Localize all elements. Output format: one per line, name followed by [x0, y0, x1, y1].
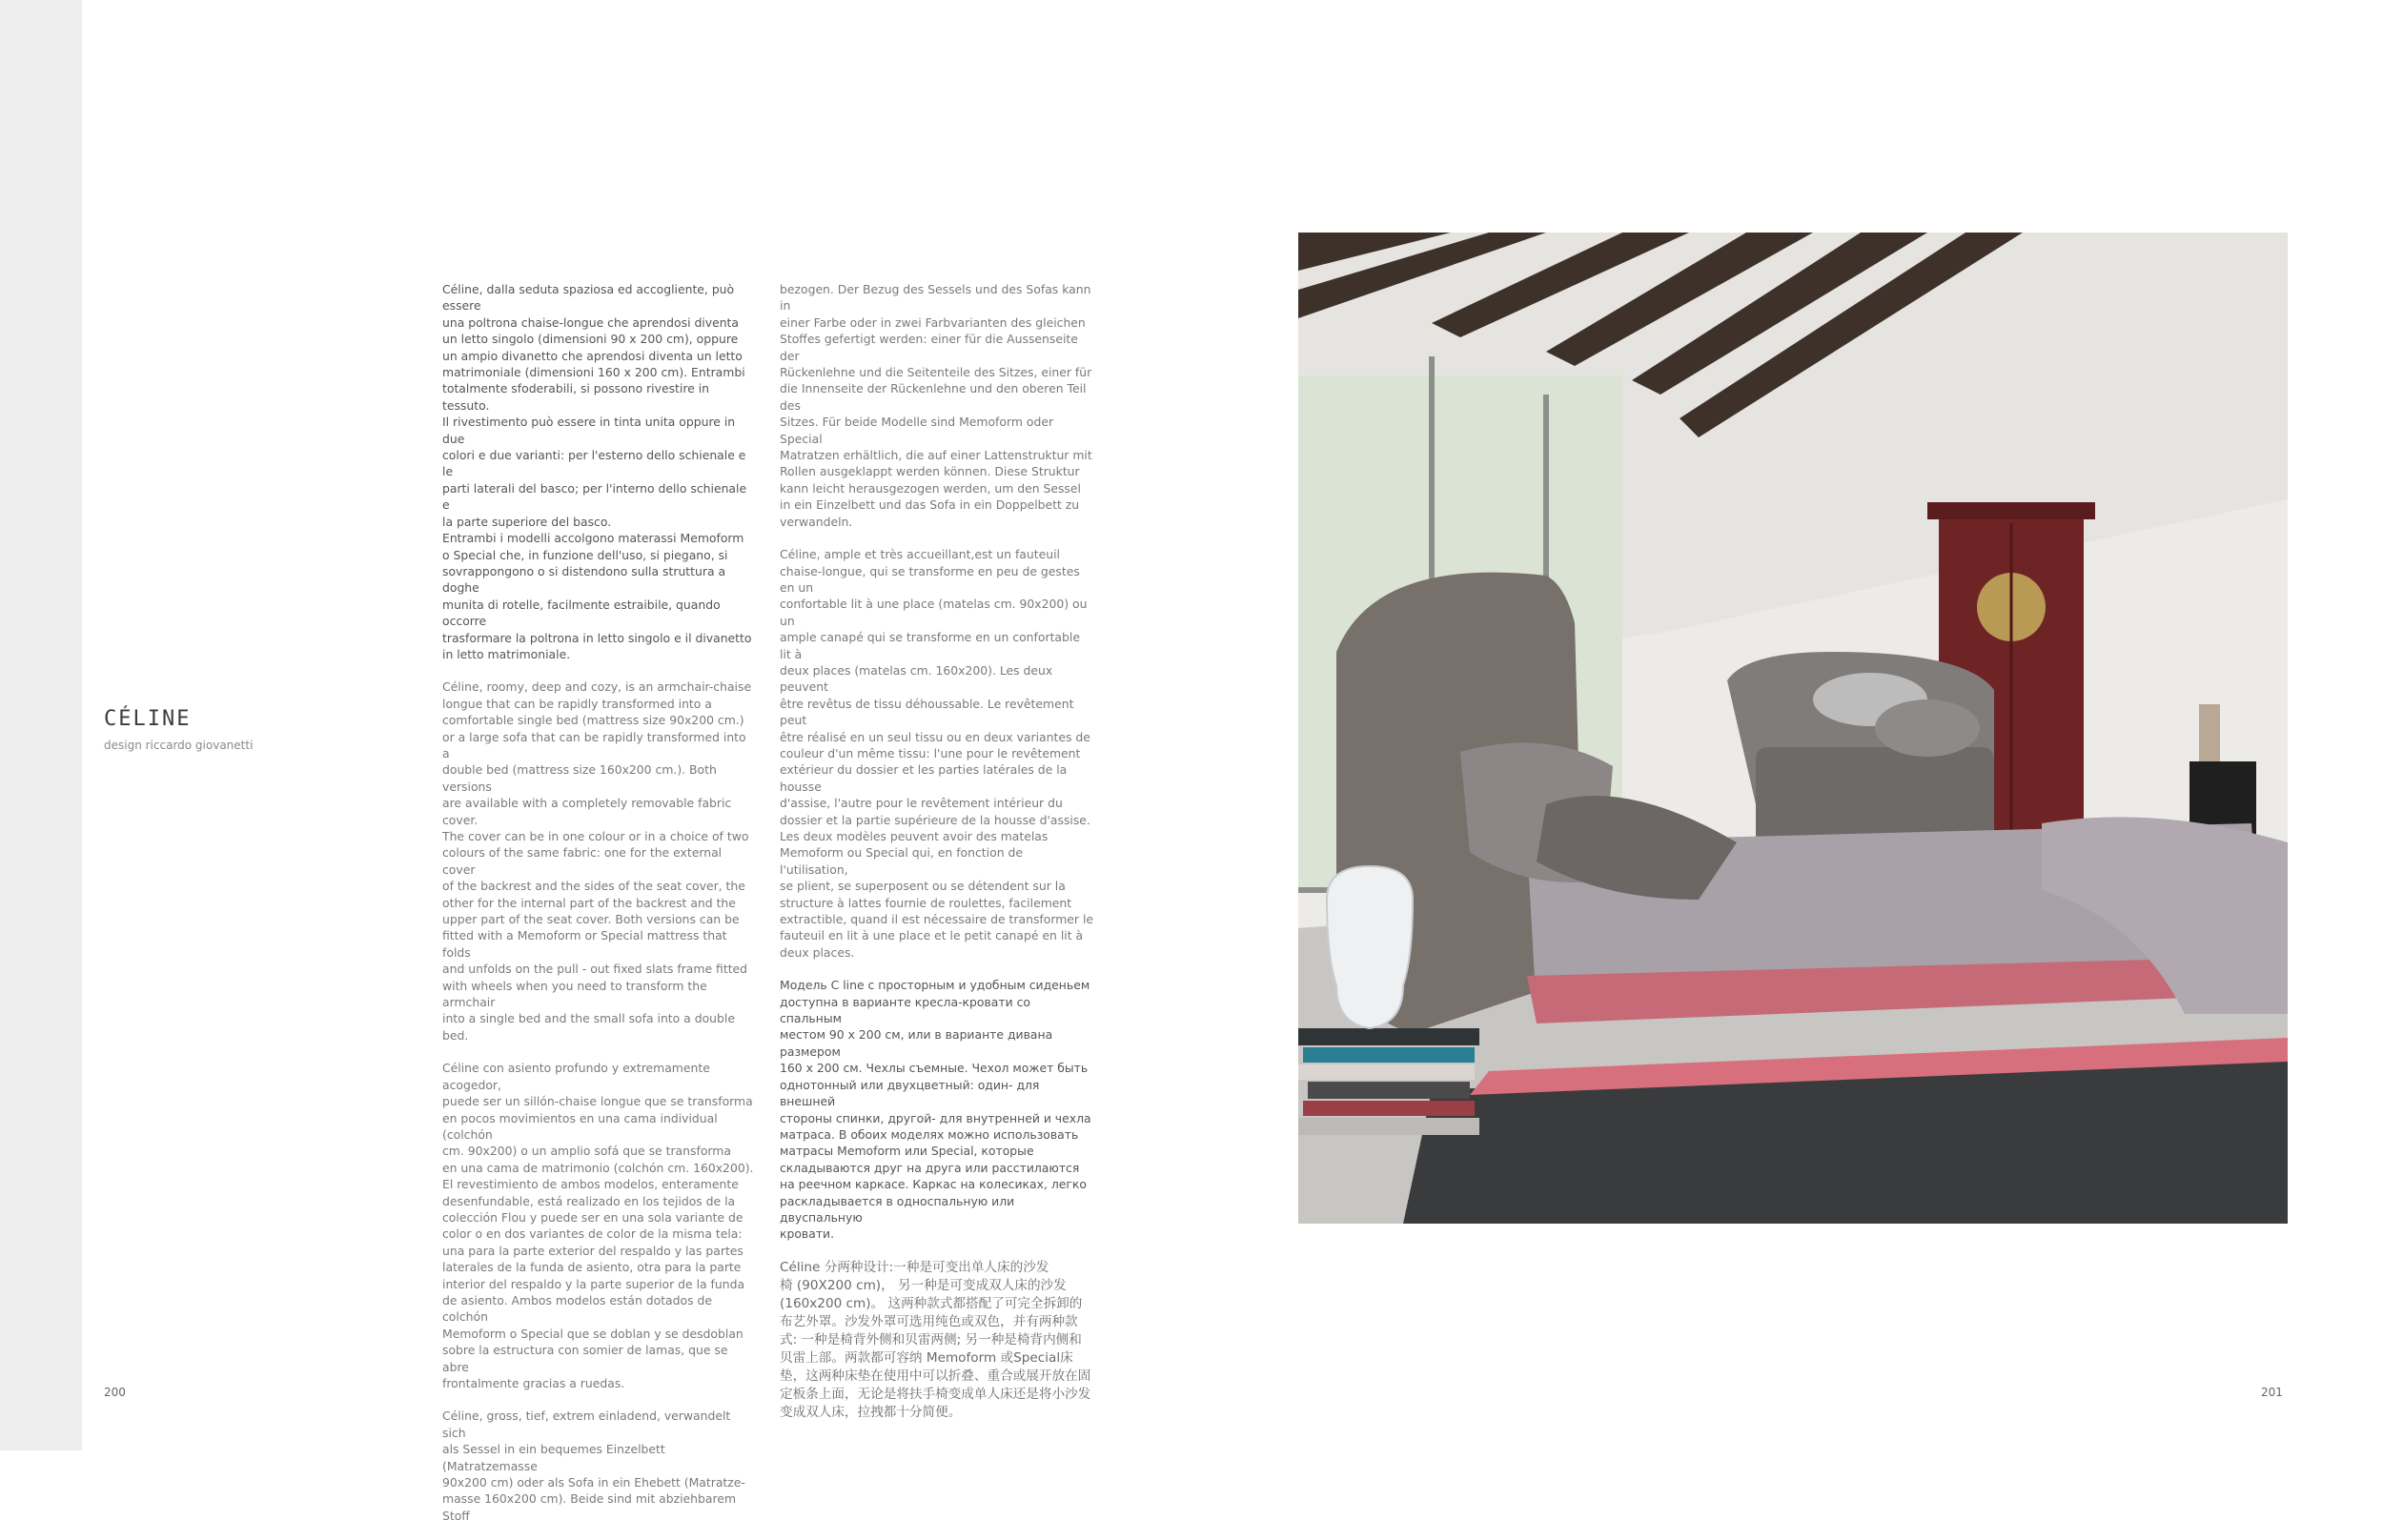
paragraph-italian: Céline, dalla seduta spaziosa ed accogliente, può essere una poltrona chaise-longue che aprendosi diventa un letto singolo (dimensioni 90 x 200 cm), oppure un ampio divanetto che aprendosi diventa un letto matrimoniale (dimensioni 160 x 200 cm). Entrambi totalmente sfoderabili, si possono rivestire in tessuto. Il rivestimento può essere in tinta unita oppure in due colori e due varianti: per l'esterno dello schienale e le parti laterali del basco; per l'interno dello schienale e la parte superiore del basco. Entrambi i modelli accolgono materassi Memoform o Special che, in funzione dell'uso, si piegano, si sovrappongono o si distendono sulla struttura a doghe munita di rotelle, facilmente estraibile, quando occorre trasformare la poltrona in letto singolo e il divanetto in letto matrimoniale.	[442, 282, 752, 661]
cabinet-top	[1927, 502, 2095, 519]
designer-credit: design riccardo giovanetti	[104, 739, 254, 752]
armchair-cushion-2	[1875, 699, 1980, 757]
text-column-left	[442, 281, 757, 1540]
paragraph-german-part1: Céline, gross, tief, extrem einladend, verwandelt sich als Sessel in ein bequemes Einzelbett (Matratzemasse 90x200 cm) oder als Sofa in ein Ehebett (Matratze- masse 160x200 cm). Beide sind mit abziehbarem Stoff	[442, 1408, 745, 1523]
paragraph-french: Céline, ample et très accueillant,est un fauteuil chaise-longue, qui se transforme en peu de gestes en un confortable lit à une place (matelas cm. 90x200) ou un ample canapé qui se transforme en un confortable lit à deux places (matelas cm. 160x200). Les deux peuvent être revêtus de tissu déhoussable. Le revêtement peut être réalisé en un seul tissu ou en deux variantes de couleur d'un même tissu: l'une pour le revêtement extérieur du dossier et les parties latérales de la housse d'assise, l'autre pour le revêtement intérieur du dossier et la partie supérieure de la housse d'assise. Les deux modèles peuvent avoir des matelas Memoform ou Special qui, en fonction de l'utilisation, se plient, se superposent ou se détendent sur la structure à lattes fournie de roulettes, facilement extractible, quand il est nécessaire de transformer le fauteuil en lit à une place et le petit canapé en lit à deux places.	[780, 547, 1094, 960]
product-photo	[1298, 233, 2288, 1224]
text-column-right	[780, 281, 1094, 1438]
product-heading	[104, 707, 253, 752]
page-number-right: 201	[2261, 1386, 2283, 1399]
table-lamp	[1327, 866, 1413, 1028]
page-gutter-strip	[0, 0, 82, 1450]
book-stack	[1298, 1028, 1479, 1135]
paragraph-german-part2: bezogen. Der Bezug des Sessels und des Sofas kann in einer Farbe oder in zwei Farbvarianten des gleichen Stoffes gefertigt werden: einer für die Aussenseite der Rückenlehne und die Seitenteile des Sitzes, einer für die Innenseite der Rückenlehne und den oberen Teil des Sitzes. Für beide Modelle sind Memoform oder Special Matratzen erhältlich, die auf einer Lattenstruktur mit Rollen ausgeklappt werden können. Diese Struktur kann leicht herausgezogen werden, um den Sessel in ein Einzelbett und das Sofa in ein Doppelbett zu verwandeln.	[780, 282, 1092, 529]
paragraph-spanish: Céline con asiento profundo y extremamente acogedor, puede ser un sillón-chaise longue que se transforma en pocos movimientos en una cama individual (colchón cm. 90x200) o un amplio sofá que se transforma en una cama de matrimonio (colchón cm. 160x200). El revestimiento de ambos modelos, enteramente desenfundable, está realizado en los tejidos de la colección Flou y puede ser en una sola variante de color o en dos variantes de color de la misma tela: una para la parte exterior del respaldo y las partes laterales de la funda de asiento, otra para la parte interior del respaldo y la parte superior de la funda de asiento. Ambos modelos están dotados de colchón Memoform o Special que se doblan y se desdoblan sobre la estructura con somier de lamas, que se abre frontalmente gracias a ruedas.	[442, 1061, 754, 1390]
vase	[2199, 704, 2220, 761]
page-number-left: 200	[104, 1386, 126, 1399]
paragraph-russian: Модель C line с просторным и удобным сиденьем доступна в варианте кресла-кровати со спальным местом 90 x 200 см, или в варианте дивана размером 160 x 200 см. Чехлы съемные. Чехол может быть однотонный или двухцветный: один- для внешней стороны спинки, другой- для внутренней и чехла матраса. В обоих моделях можно использовать матрасы Memoform или Special, которые складываются друг на друга или расстилаются на реечном каркасе. Каркас на колесиках, легко раскладывается в односпальную или двуспальную кровати.	[780, 978, 1091, 1242]
product-title: CÉLINE	[104, 707, 192, 731]
paragraph-chinese: Céline 分两种设计:一种是可变出单人床的沙发 椅 (90X200 cm)， 另一种是可变成双人床的沙发 (160x200 cm)。 这两种款式都搭配了可完全拆卸的 布艺外罩。沙发外罩可选用纯色或双色，并有两种款 式: 一种是椅背外侧和贝雷两侧; 另一种是椅背内侧和 贝雷上部。两款都可容纳 Memoform 或Special床 垫，这两种床垫在使用中可以折叠、重合或展开放在固 定板条上面，无论是将扶手椅变成单人床还是将小沙发 变成双人床，拉拽都十分简便。	[780, 1259, 1091, 1420]
room-illustration	[1298, 233, 2288, 1224]
paragraph-english: Céline, roomy, deep and cozy, is an armchair-chaise longue that can be rapidly transformed into a comfortable single bed (mattress size 90x200 cm.) or a large sofa that can be rapidly transformed into a double bed (mattress size 160x200 cm.). Both versions are available with a completely removable fabric cover. The cover can be in one colour or in a choice of two colours of the same fabric: one for the external cover of the backrest and the sides of the seat cover, the other for the internal part of the backrest and the upper part of the seat cover. Both versions can be fitted with a Memoform or Special mattress that folds and unfolds on the pull - out fixed slats frame fitted with wheels when you need to transform the armchair into a single bed and the small sofa into a double bed.	[442, 679, 752, 1043]
